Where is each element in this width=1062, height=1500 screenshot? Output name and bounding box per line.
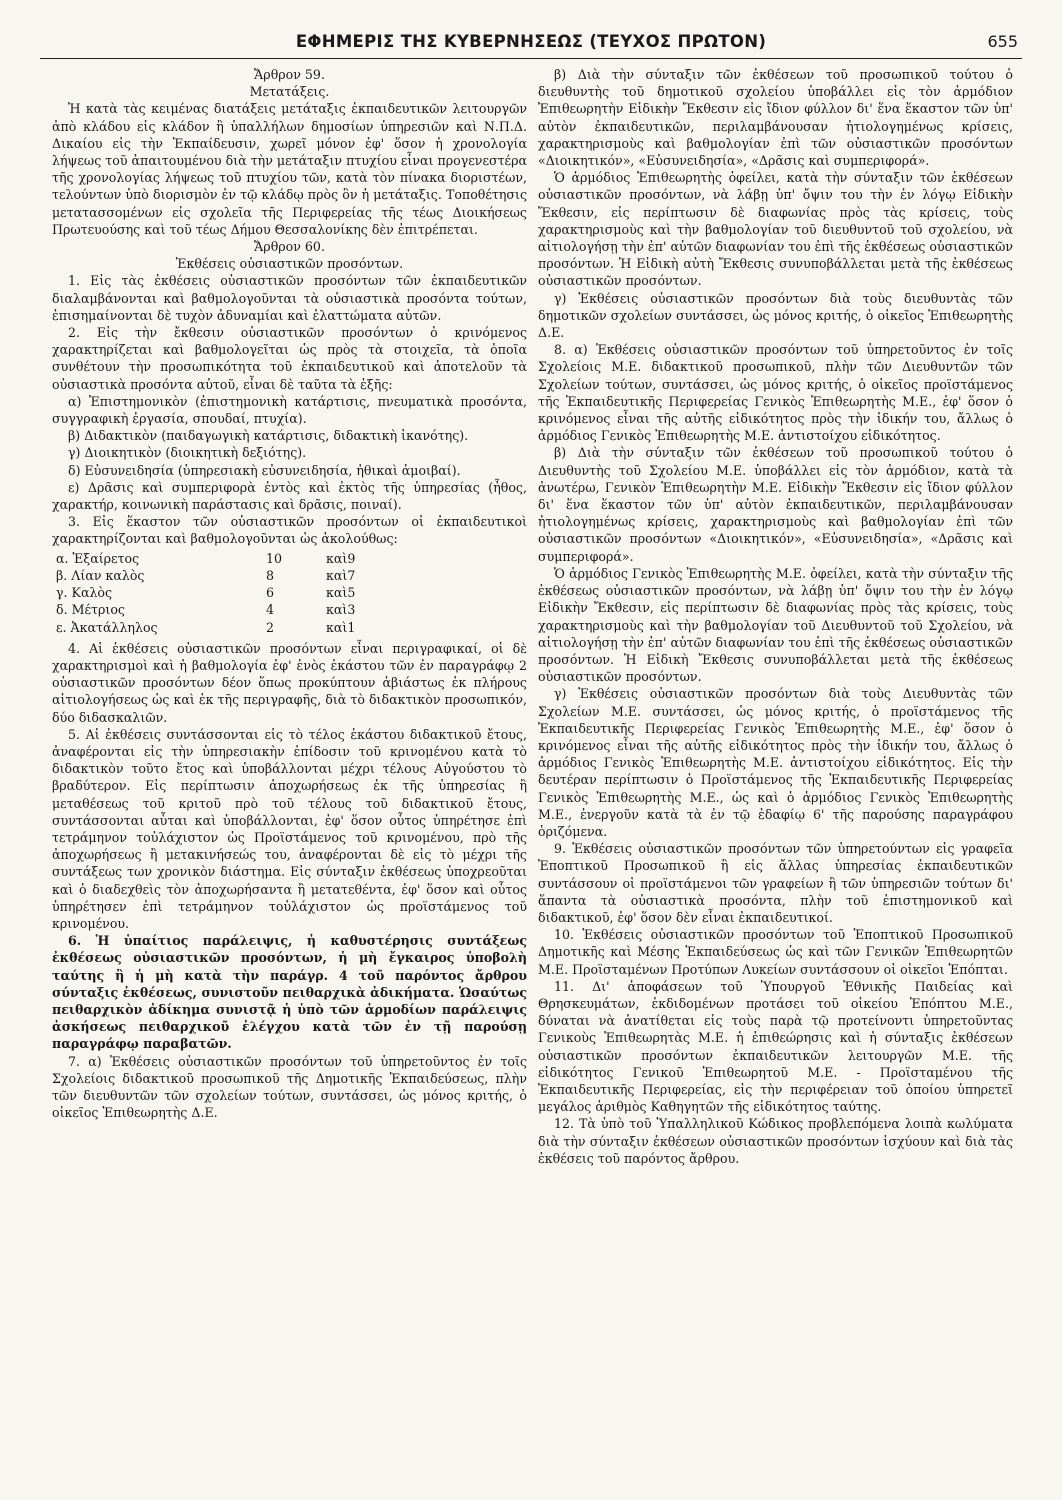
- rating-low: 1: [347, 619, 356, 635]
- rating-conj: καὶ: [326, 585, 348, 601]
- rating-low: 9: [347, 550, 356, 566]
- qualification-item-e: ε) Δρᾶσις καὶ συμπεριφορὰ ἐντὸς καὶ ἐκτὸς τῆς ὑπηρεσίας (ἦθος, χαρακτήρ, κοινωνικὴ παράστασις καὶ δρᾶσις, ποιναί).: [52, 479, 527, 513]
- gazette-title: ΕΦΗΜΕΡΙΣ ΤΗΣ ΚΥΒΕΡΝΗΣΕΩΣ (ΤΕΥΧΟΣ ΠΡΩΤΟΝ): [295, 32, 767, 51]
- article-59-title: Ἄρθρον 59.: [254, 67, 325, 82]
- rating-row: [56, 550, 355, 567]
- qualification-item-d: δ) Εὐσυνειδησία (ὑπηρεσιακὴ εὐσυνειδησία, ἠθικαὶ ἀμοιβαί).: [68, 462, 461, 478]
- rating-low: 3: [347, 602, 356, 618]
- article-60-title: Ἄρθρον 60.: [254, 239, 325, 255]
- rating-high: 2: [266, 619, 275, 635]
- rating-high: 4: [266, 602, 275, 618]
- paragraph-12: 12. Τὰ ὑπὸ τοῦ Ὑπαλληλικοῦ Κώδικος προβλεπόμενα λοιπὰ κωλύματα διὰ τὴν σύνταξιν ἐκθέσεων οὐσιαστικῶν προσόντων ἰσχύουν καὶ διὰ τὰς ἐκθέσεις τοῦ παρόντος ἄρθρου.: [538, 1116, 1013, 1166]
- rating-label: β. Λίαν καλὸς: [56, 567, 145, 583]
- ratings-table: [56, 550, 355, 636]
- rating-conj: καὶ: [326, 567, 348, 583]
- rating-low: 5: [347, 585, 356, 601]
- article-60-paragraph-4: 4. Αἱ ἐκθέσεις οὐσιαστικῶν προσόντων εἶναι περιγραφικαί, οἱ δὲ χαρακτηρισμοὶ καὶ ἡ βαθμολογία ἐφ' ἑνὸς ἑκάστου τῶν ἐν παραγράφῳ 2 οὐσιαστικῶν προσόντων δέον ὅπως προκύπτουν ἀβιάστως ἐκ πλήρους αἰτιολογήσεως ὡς καὶ ἐκ τῆς περιγραφῆς, διὰ τὸ διδακτικὸν προσωπικόν, δύο διδασκαλιῶν.: [52, 640, 527, 725]
- rating-low: 7: [347, 567, 356, 583]
- page-header: [40, 28, 1022, 59]
- rating-row: [56, 601, 355, 618]
- article-60-paragraph-2: 2. Εἰς τὴν ἔκθεσιν οὐσιαστικῶν προσόντων ὁ κρινόμενος χαρακτηρίζεται καὶ βαθμολογεῖται ὡς πρὸς τὰ στοιχεῖα, τὰ ὁποῖα συνθέτουν τὴν προσωπικότητα τοῦ ἐκπαιδευτικοῦ καὶ ἀποτελοῦν τὰ οὐσιαστικὰ προσόντα αὐτοῦ, εἶναι δὲ ταῦτα τὰ ἑξῆς:: [52, 325, 527, 392]
- rating-high: 8: [266, 567, 275, 583]
- rating-label: α. Ἐξαίρετος: [56, 550, 140, 566]
- article-60-paragraph-7a: 7. α) Ἐκθέσεις οὐσιαστικῶν προσόντων τοῦ ὑπηρετοῦντος ἐν τοῖς Σχολείοις διδακτικοῦ προσωπικοῦ τῆς Δημοτικῆς Ἐκπαιδεύσεως, πλὴν τῶν διευθυντῶν τῶν σχολείων τούτων, συντάσσει, ὡς μόνος κριτής, ὁ οἰκεῖος Ἐπιθεωρητὴς Δ.Ε.: [52, 1053, 527, 1121]
- qualification-item-a: α) Ἐπιστημονικὸν (ἐπιστημονικὴ κατάρτισις, πνευματικὰ προσόντα, συγγραφικὴ ἐργασία, σπουδαί, πτυχία).: [52, 393, 527, 427]
- rating-label: γ. Καλὸς: [56, 585, 113, 601]
- rating-label: ε. Ἀκατάλληλος: [56, 619, 158, 635]
- qualification-item-b: β) Διδακτικὸν (παιδαγωγικὴ κατάρτισις, διδακτικὴ ἱκανότης).: [68, 428, 469, 444]
- paragraph-7c: γ) Ἐκθέσεις οὐσιαστικῶν προσόντων διὰ τοὺς διευθυντὰς τῶν δημοτικῶν σχολείων συντάσσει, ὡς μόνος κριτής, ὁ οἰκεῖος Ἐπιθεωρητὴς Δ.Ε.: [538, 290, 1013, 341]
- article-59-paragraph: Ἡ κατὰ τὰς κειμένας διατάξεις μετάταξις ἐκπαιδευτικῶν λειτουργῶν ἀπὸ κλάδου εἰς κλάδον ἢ ὑπαλλήλων δημοσίων ὑπηρεσιῶν καὶ Ν.Π.Δ. Δικαίου εἰς τὴν Ἐκπαίδευσιν, χωρεῖ μόνον ἐφ' ὅσον ἡ χρονολογία λήψεως τοῦ ἀπαιτουμένου διὰ τὴν μετάταξιν πτυχίου εἶναι προγενεστέρα τῆς χρονολογίας λήψεως τοῦ πτυχίου τῶν, κατὰ τὸν πίνακα διοριστέων, τελούντων ὑπὸ διορισμὸν ἐν τῷ κλάδῳ πρὸς ὃν ἡ μετάταξις. Τοποθέτησις μετατασσομένων εἰς σχολεῖα τῆς Περιφερείας τῆς τέως Διοικήσεως Πρωτευούσης καὶ τοῦ τέως Δήμου Θεσσαλονίκης δὲν ἐπιτρέπεται.: [52, 101, 527, 237]
- rating-conj: καὶ: [326, 602, 348, 618]
- left-column: [52, 66, 527, 1481]
- rating-high: 10: [266, 550, 283, 566]
- paragraph-9: 9. Ἐκθέσεις οὐσιαστικῶν προσόντων τῶν ὑπηρετούντων εἰς γραφεῖα Ἐποπτικοῦ Προσωπικοῦ ἢ εἰς ἄλλας ὑπηρεσίας ἐκπαιδευτικῶν συντάσσουν οἱ προϊστάμενοι τῶν γραφείων ἢ τῶν ὑπηρεσιῶν τούτων δι' ἅπαντα τὰ οὐσιαστικὰ προσόντα, πλὴν τοῦ ἐπιστημονικοῦ καὶ διδακτικοῦ, ἐφ' ὅσον δὲν εἶναι ἐκπαιδευτικοί.: [538, 841, 1013, 925]
- article-60-paragraph-3: 3. Εἰς ἕκαστον τῶν οὐσιαστικῶν προσόντων οἱ ἐκπαιδευτικοὶ χαρακτηρίζονται καὶ βαθμολογοῦνται ὡς ἀκολούθως:: [52, 514, 527, 547]
- rating-label: δ. Μέτριος: [56, 602, 125, 618]
- rating-conj: καὶ: [326, 550, 348, 566]
- page-number: 655: [987, 32, 1018, 51]
- rating-conj: καὶ: [326, 619, 348, 635]
- paragraph-8b: β) Διὰ τὴν σύνταξιν τῶν ἐκθέσεων τοῦ προσωπικοῦ τούτου ὁ Διευθυντὴς τοῦ Σχολείου Μ.Ε. ὑποβάλλει εἰς τὸν ἁρμόδιον, κατὰ τὰ ἀνωτέρω, Γενικὸν Ἐπιθεωρητὴν Μ.Ε. Εἰδικὴν Ἔκθεσιν εἰς ἴδιον φύλλον δι' ἕνα ἕκαστον τῶν ὑπ' αὐτὸν ἐκπαιδευτικῶν, περιλαμβάνουσαν ἠτιολογημένως κρίσεις, χαρακτηρισμοὺς καὶ βαθμολογίαν ἐπὶ τῶν οὐσιαστικῶν προσόντων «Διοικητικόν», «Εὐσυνειδησία», «Δρᾶσις καὶ συμπεριφορά».: [538, 445, 1013, 564]
- paragraph-8b-continued: Ὁ ἁρμόδιος Γενικὸς Ἐπιθεωρητὴς Μ.Ε. ὀφείλει, κατὰ τὴν σύνταξιν τῆς ἐκθέσεως οὐσιαστικῶν προσόντων, νὰ λάβῃ ὑπ' ὄψιν του τὴν ἐν λόγῳ Εἰδικὴν Ἔκθεσιν, εἰς περίπτωσιν δὲ διαφωνίας πρὸς τὰς κρίσεις, τοὺς χαρακτηρισμοὺς καὶ τὴν βαθμολογίαν τοῦ Διευθυντοῦ τοῦ Σχολείου, νὰ αἰτιολογήσῃ τὴν ἐπ' αὐτῶν διαφωνίαν του ἐπὶ τῆς ἐκθέσεως οὐσιαστικῶν προσόντων. Ἡ Εἰδικὴ Ἔκθεσις συνυποβάλλεται μετὰ τῆς ἐκθέσεως οὐσιαστικῶν προσόντων.: [538, 565, 1013, 685]
- paragraph-11: 11. Δι' ἀποφάσεων τοῦ Ὑπουργοῦ Ἐθνικῆς Παιδείας καὶ Θρησκευμάτων, ἐκδιδομένων προτάσει τοῦ οἰκείου Ἐπόπτου Μ.Ε., δύναται νὰ ἀνατίθεται εἰς τοὺς παρὰ τῷ προτείνοντι ὑπηρετοῦντας Γενικοὺς Ἐπιθεωρητὰς Μ.Ε. ἡ ἐπιθεώρησις καὶ ἡ σύνταξις ἐκθέσεων οὐσιαστικῶν προσόντων ἐκπαιδευτικῶν λειτουργῶν Μ.Ε. τῆς εἰδικότητος Γενικοῦ Ἐπιθεωρητοῦ Μ.Ε. - Προϊσταμένου τῆς Ἐκπαιδευτικῆς Περιφερείας, εἰς τὴν περιφέρειαν τοῦ ὁποίου ὑπηρετεῖ μεγάλος ἀριθμὸς Καθηγητῶν τῆς εἰδικότητος ταύτης.: [538, 978, 1013, 1115]
- qualification-item-c: γ) Διοικητικὸν (διοικητικὴ δεξιότης).: [68, 445, 307, 461]
- paragraph-10: 10. Ἐκθέσεις οὐσιαστικῶν προσόντων τοῦ Ἐποπτικοῦ Προσωπικοῦ Δημοτικῆς καὶ Μέσης Ἐκπαιδεύσεως ὡς καὶ τῶν Γενικῶν Ἐπιθεωρητῶν Μ.Ε. Προϊσταμένων Προτύπων Λυκείων συντάσσουν οἱ οἰκεῖοι Ἐπόπται.: [538, 927, 1013, 977]
- rating-row: [56, 619, 355, 636]
- paragraph-7b: β) Διὰ τὴν σύνταξιν τῶν ἐκθέσεων τοῦ προσωπικοῦ τούτου ὁ διευθυντὴς τοῦ δημοτικοῦ σχολείου ὑποβάλλει εἰς τὸν ἁρμόδιον Ἐπιθεωρητὴν Εἰδικὴν Ἔκθεσιν εἰς ἴδιον φύλλον δι' ἕνα ἕκαστον τῶν ὑπ' αὐτὸν ἐκπαιδευτικῶν, περιλαμβάνουσαν ἠτιολογημένως κρίσεις, χαρακτηρισμοὺς καὶ βαθμολογίαν ἐπὶ τῶν οὐσιαστικῶν προσόντων «Διοικητικόν», «Εὐσυνειδησία», «Δρᾶσις καὶ συμπεριφορά».: [538, 67, 1013, 169]
- paragraph-8a: 8. α) Ἐκθέσεις οὐσιαστικῶν προσόντων τοῦ ὑπηρετοῦντος ἐν τοῖς Σχολείοις Μ.Ε. διδακτικοῦ προσωπικοῦ, πλὴν τῶν Διευθυντῶν τῶν Σχολείων τούτων, συντάσσει, ὡς μόνος κριτής, ὁ οἰκεῖος προϊστάμενος τῆς Ἐκπαιδευτικῆς Περιφερείας Γενικὸς Ἐπιθεωρητὴς Μ.Ε., ἐφ' ὅσον ὁ κρινόμενος εἶναι τῆς αὐτῆς εἰδικότητος πρὸς τὴν ἰδικήν του, ἄλλως ὁ ἁρμόδιος Γενικὸς Ἐπιθεωρητὴς Μ.Ε. ἀντιστοίχου εἰδικότητος.: [538, 342, 1013, 444]
- right-column: [538, 66, 1013, 1481]
- article-60-paragraph-5: 5. Αἱ ἐκθέσεις συντάσσονται εἰς τὸ τέλος ἑκάστου διδακτικοῦ ἔτους, ἀναφέρονται εἰς τὴν ὑπηρεσιακὴν ἐπίδοσιν τοῦ κρινομένου κατὰ τὸ διδακτικὸν τοῦτο ἔτος καὶ ὑποβάλλονται μέχρι τέλους Αὐγούστου τὸ βραδύτερον. Εἰς περίπτωσιν ἀποχωρήσεως ἐκ τῆς ὑπηρεσίας ἢ μεταθέσεως τοῦ κριτοῦ πρὸ τοῦ τέλους τοῦ διδακτικοῦ ἔτους, συντάσσονται αὗται καὶ ὑποβάλλονται, ἐφ' ὅσον οὗτος ὑπηρέτησε ἐπὶ τετράμηνον τοὐλάχιστον ὡς Προϊστάμενος τοῦ κρινομένου, πρὸ τῆς ἀποχωρήσεως ἢ μετακινήσεώς του, ἀναφέρονται δὲ εἰς τὸ μέχρι τῆς συντάξεως των χρονικὸν διάστημα. Εἰς σύνταξιν ἐκθέσεως ὑποχρεοῦται καὶ ὁ διαδεχθεὶς τὸν ἀποχωρήσαντα ἢ μετατεθέντα, ἐφ' ὅσον καὶ οὗτος ὑπηρέτησεν ἐπὶ τετράμηνον τοὐλάχιστον ὡς προϊστάμενος τοῦ κρινομένου.: [52, 726, 527, 931]
- article-60-paragraph-1: 1. Εἰς τὰς ἐκθέσεις οὐσιαστικῶν προσόντων τῶν ἐκπαιδευτικῶν διαλαμβάνονται καὶ βαθμολογοῦνται τὰ οὐσιαστικὰ προσόντα τούτων, ἐπισημαίνονται δὲ τυχὸν ἀδυναμίαι καὶ ἐλαττώματα αὐτῶν.: [52, 273, 527, 323]
- article-60-paragraph-6: 6. Ἡ ὑπαίτιος παράλειψις, ἡ καθυστέρησις συντάξεως ἐκθέσεως οὐσιαστικῶν προσόντων, ἡ μὴ ἔγκαιρος ὑποβολὴ ταύτης ἢ ἡ μὴ κατὰ τὴν παράγρ. 4 τοῦ παρόντος ἄρθρου σύνταξις ἐκθέσεως, συνιστοῦν πειθαρχικὰ ἀδικήματα. Ὡσαύτως πειθαρχικὸν ἀδίκημα συνιστᾷ ἡ ὑπὸ τῶν ἁρμοδίων παράλειψις ἀσκήσεως πειθαρχικοῦ ἐλέγχου κατὰ τῶν ἐν τῇ παρούσῃ παραγράφῳ παραβατῶν.: [52, 933, 527, 1052]
- rating-row: [56, 584, 355, 601]
- paragraph-7b-continued: Ὁ ἁρμόδιος Ἐπιθεωρητὴς ὀφείλει, κατὰ τὴν σύνταξιν τῶν ἐκθέσεων οὐσιαστικῶν προσόντων, νὰ λάβῃ ὑπ' ὄψιν του τὴν ἐν λόγῳ Εἰδικὴν Ἔκθεσιν, εἰς περίπτωσιν δὲ διαφωνίας πρὸς τὰς κρίσεις, τοὺς χαρακτηρισμοὺς καὶ τὴν βαθμολογίαν τοῦ διευθυντοῦ τοῦ σχολείου, νὰ αἰτιολογήσῃ τὴν ἐπ' αὐτῶν διαφωνίαν του ἐπὶ τῆς ἐκθέσεως οὐσιαστικῶν προσόντων. Ἡ Εἰδικὴ αὐτὴ Ἔκθεσις συνυποβάλλεται μετὰ τῆς ἐκθέσεως οὐσιαστικῶν προσόντων.: [538, 170, 1013, 289]
- rating-row: [56, 567, 355, 584]
- rating-high: 6: [266, 585, 275, 601]
- article-60-subtitle: Ἐκθέσεις οὐσιαστικῶν προσόντων.: [175, 256, 404, 272]
- paragraph-8c: γ) Ἐκθέσεις οὐσιαστικῶν προσόντων διὰ τοὺς Διευθυντὰς τῶν Σχολείων Μ.Ε. συντάσσει, ὡς μόνος κριτής, ὁ προϊστάμενος τῆς Ἐκπαιδευτικῆς Περιφερείας Γενικὸς Ἐπιθεωρητὴς Μ.Ε., ἐφ' ὅσον ὁ κρινόμενος εἶναι τῆς αὐτῆς εἰδικότητος πρὸς τὴν ἰδικήν του, ἄλλως ὁ ἁρμόδιος Γενικὸς Ἐπιθεωρητὴς Μ.Ε. ἀντιστοίχου εἰδικότητος. Εἰς τὴν δευτέραν περίπτωσιν ὁ Προϊστάμενος τῆς Ἐκπαιδευτικῆς Περιφερείας Γενικὸς Ἐπιθεωρητὴς Μ.Ε., ὡς καὶ ὁ ἁρμόδιος Γενικὸς Ἐπιθεωρητὴς Μ.Ε., ἐνεργοῦν κατὰ τὰ ἐν τῷ ἐδαφίῳ 6' τῆς παρούσης παραγράφου ὁριζόμενα.: [538, 686, 1013, 839]
- article-59-subtitle: Μετατάξεις.: [249, 84, 330, 100]
